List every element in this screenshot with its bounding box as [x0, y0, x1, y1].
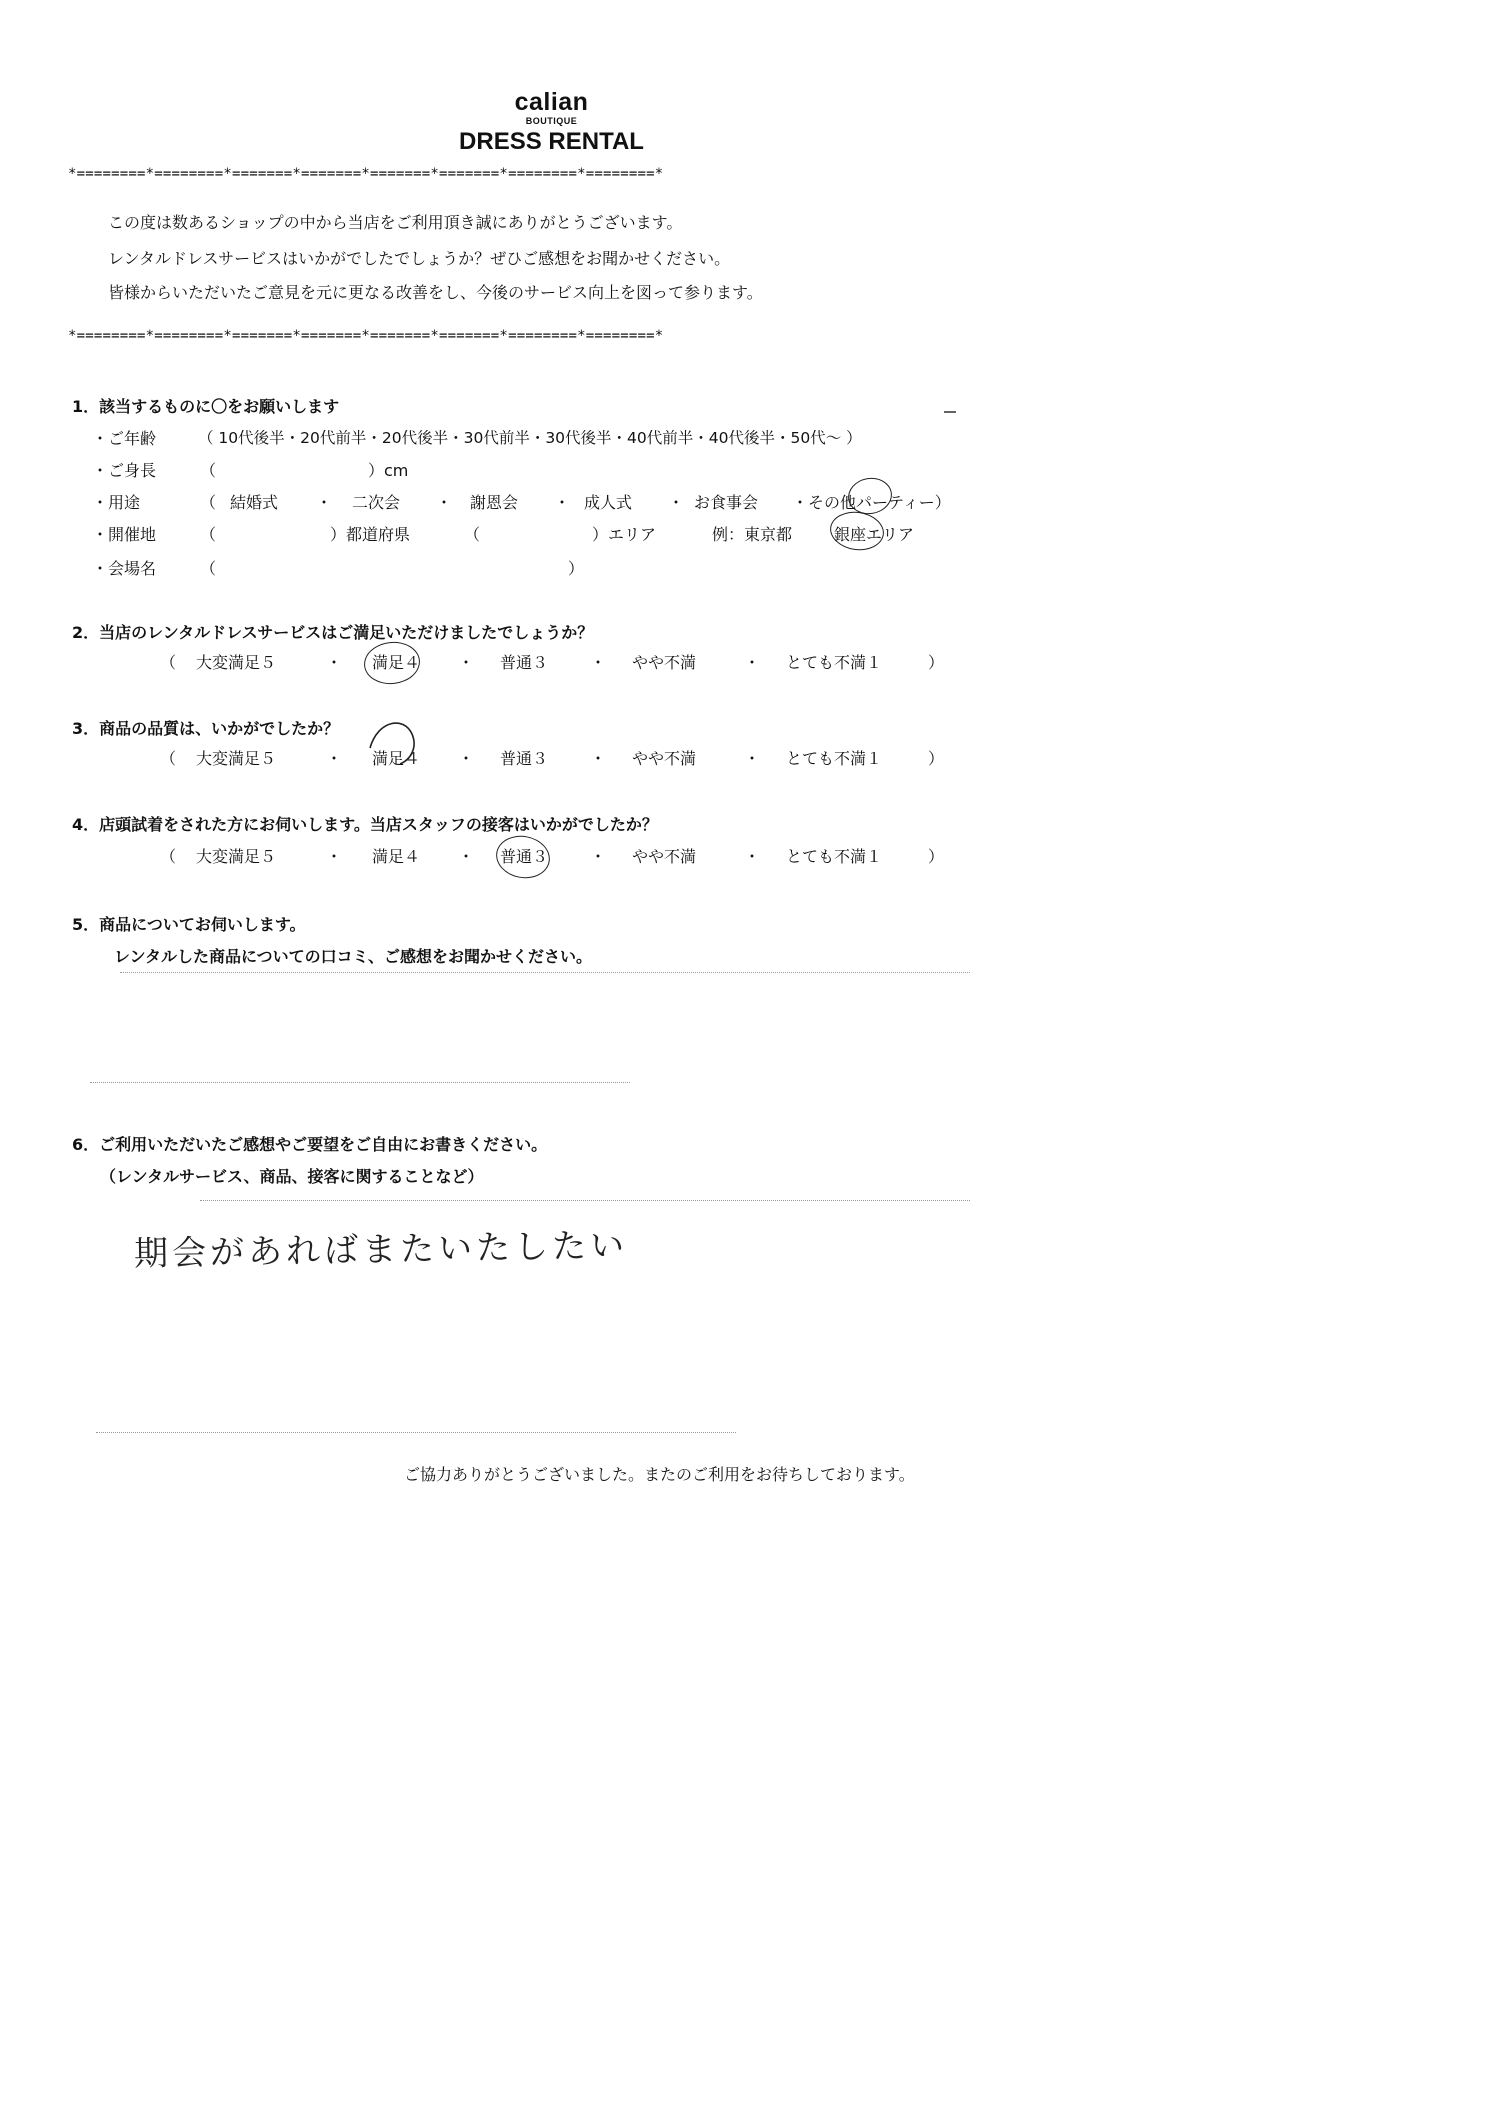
q3-sep-4: ・	[744, 749, 761, 768]
q4-title: 4．店頭試着をされた方にお伺いします。当店スタッフの接客はいかがでしたか？	[72, 815, 658, 834]
q3-very-satisfied[interactable]: 大変満足５	[196, 749, 277, 768]
q2-normal[interactable]: 普通３	[500, 653, 549, 672]
purpose-label: ・用途	[92, 493, 141, 512]
purpose-afterparty[interactable]: 二次会	[352, 493, 401, 512]
q3-open: （	[160, 749, 177, 768]
purpose-thanks-party[interactable]: 謝恩会	[470, 493, 519, 512]
q2-sep-2: ・	[458, 653, 475, 672]
height-open: （	[200, 461, 217, 480]
venue-example-2: 銀座エリア	[834, 525, 915, 544]
intro-line-2: レンタルドレスサービスはいかがでしたでしょうか？ぜひご感想をお聞かせください。	[108, 249, 731, 268]
q4-slightly-dissatisfied[interactable]: やや不満	[632, 847, 697, 866]
q3-sep-3: ・	[590, 749, 607, 768]
q6-subtitle: （レンタルサービス、商品、接客に関することなど）	[100, 1167, 484, 1186]
q2-sep-3: ・	[590, 653, 607, 672]
purpose-dinner[interactable]: お食事会	[694, 493, 759, 512]
q5-title: 5．商品についてお伺いします。	[72, 915, 306, 934]
q2-slightly-dissatisfied[interactable]: やや不満	[632, 653, 697, 672]
q4-sep-3: ・	[590, 847, 607, 866]
q1-title: 1．該当するものに〇をお願いします	[72, 397, 340, 416]
venue-area-open: （	[464, 525, 481, 544]
q3-pen-stroke	[370, 723, 414, 764]
age-label: ・ご年齢	[92, 429, 157, 448]
intro-line-1: この度は数あるショップの中から当店をご利用頂き誠にありがとうございます。	[108, 213, 683, 232]
q3-close: ）	[928, 749, 945, 768]
q2-satisfied[interactable]: 満足４	[372, 653, 421, 672]
q2-sep-4: ・	[744, 653, 761, 672]
purpose-coming-of-age[interactable]: 成人式	[584, 493, 633, 512]
q2-sep-1: ・	[326, 653, 343, 672]
q3-very-dissatisfied[interactable]: とても不満１	[786, 749, 883, 768]
venue-pref-open: （	[200, 525, 217, 544]
q4-very-dissatisfied[interactable]: とても不満１	[786, 847, 883, 866]
separator-bottom: *========*========*=======*=======*=======*=======*========*========*	[68, 328, 664, 344]
venue-name-label: ・会場名	[92, 559, 157, 578]
venue-example: 例：東京都	[712, 525, 793, 544]
venue-area-label: ・開催地	[92, 525, 157, 544]
venue-area-close: ）エリア	[592, 525, 657, 544]
purpose-sep-2: ・	[436, 493, 453, 512]
q3-sep-1: ・	[326, 749, 343, 768]
venue-name-close: ）	[568, 559, 585, 578]
q2-title: 2．当店のレンタルドレスサービスはご満足いただけましたでしょうか？	[72, 623, 594, 642]
q3-sep-2: ・	[458, 749, 475, 768]
q2-close: ）	[928, 653, 945, 672]
q3-satisfied[interactable]: 満足４	[372, 749, 421, 768]
q6-handwritten-answer[interactable]: 期会があればまたいたしたい	[133, 1225, 629, 1275]
q4-satisfied[interactable]: 満足４	[372, 847, 421, 866]
age-options[interactable]: （ 10代後半・20代前半・20代後半・30代前半・30代後半・40代前半・40代後半・50代～ ）	[198, 429, 862, 447]
q5-subtitle: レンタルした商品についての口コミ、ご感想をお聞かせください。	[114, 947, 593, 966]
brand-logo: calian	[514, 88, 589, 116]
height-label: ・ご身長	[92, 461, 157, 480]
q4-normal[interactable]: 普通３	[500, 847, 549, 866]
venue-pref-close: ）都道府県	[330, 525, 411, 544]
q4-open: （	[160, 847, 177, 866]
q2-very-satisfied[interactable]: 大変満足５	[196, 653, 277, 672]
page-title: DRESS RENTAL	[459, 128, 644, 155]
purpose-other-party[interactable]: ・その他パーティー）	[792, 493, 951, 512]
venue-name-open: （	[200, 559, 217, 578]
purpose-wedding[interactable]: 結婚式	[230, 493, 279, 512]
q4-sep-4: ・	[744, 847, 761, 866]
q4-sep-1: ・	[326, 847, 343, 866]
q6-title: 6．ご利用いただいたご感想やご要望をご自由にお書きください。	[72, 1135, 548, 1154]
purpose-sep-4: ・	[668, 493, 685, 512]
brand-boutique: BOUTIQUE	[525, 116, 578, 126]
q3-title: 3．商品の品質は、いかがでしたか？	[72, 719, 340, 738]
footer-thanks: ご協力ありがとうございました。またのご利用をお待ちしております。	[404, 1465, 915, 1484]
q2-very-dissatisfied[interactable]: とても不満１	[786, 653, 883, 672]
purpose-open: （	[200, 493, 217, 512]
purpose-sep-1: ・	[316, 493, 333, 512]
separator-top: *========*========*=======*=======*=======*=======*========*========*	[68, 166, 664, 182]
q4-very-satisfied[interactable]: 大変満足５	[196, 847, 277, 866]
q3-normal[interactable]: 普通３	[500, 749, 549, 768]
intro-line-3: 皆様からいただいたご意見を元に更なる改善をし、今後のサービス向上を図って参ります。	[108, 283, 763, 302]
q4-sep-2: ・	[458, 847, 475, 866]
q4-close: ）	[928, 847, 945, 866]
q3-slightly-dissatisfied[interactable]: やや不満	[632, 749, 697, 768]
q2-open: （	[160, 653, 177, 672]
height-close: ）cm	[368, 461, 409, 480]
purpose-sep-3: ・	[554, 493, 571, 512]
